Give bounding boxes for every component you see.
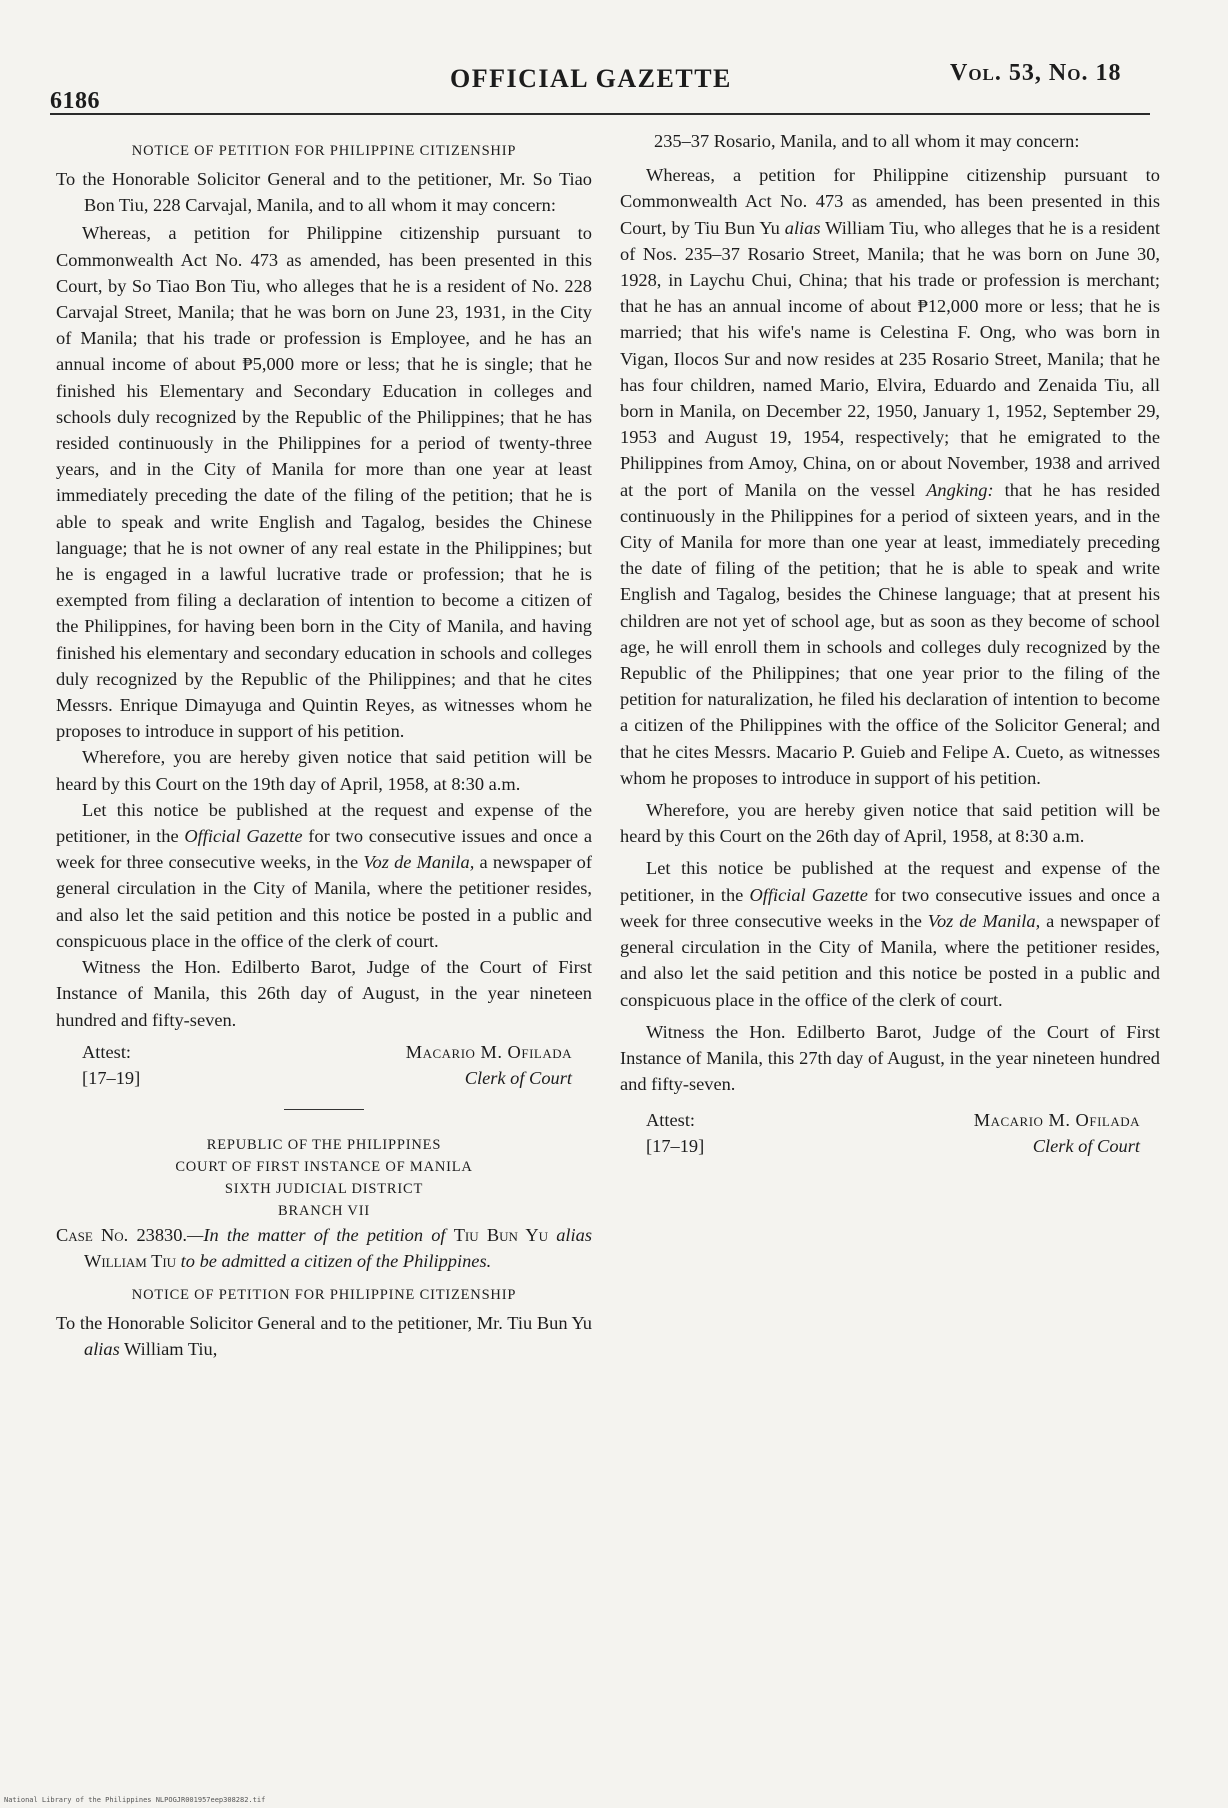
witness-paragraph-2: Witness the Hon. Edilberto Barot, Judge of the Court of First Instance of Manila, this 27th day of August, in the year nineteen hundred and fifty-seven.	[620, 1021, 1160, 1095]
notice-addressee: To the Honorable Solicitor General and to the petitioner, Mr. So Tiao Bon Tiu, 228 Carvajal, Manila, and to all whom it may concern:	[56, 169, 592, 216]
attest-label: Attest:	[82, 1041, 132, 1062]
header-rule	[50, 113, 1150, 115]
hearing-paragraph: Wherefore, you are hereby given notice that said petition will be heard by this Court on the 19th day of April, 1958, at 8:30 a.m.	[56, 747, 592, 794]
issue-reference-2: [17–19]	[646, 1136, 705, 1157]
case-title: Case No. 23830.—In the matter of the petition of Tiu Bun Yu alias William Tiu to be admitted a citizen of the Philippines.	[56, 1224, 592, 1271]
publication-paragraph-2: Let this notice be published at the request and expense of the petitioner, in the Official Gazette for two consecutive issues and once a week for three consecutive weeks in the Voz de Manila, a newspaper of general circulation in the City of Manila, where the petitioner resides, and also let the said petition and this notice be posted in a public and conspicuous place in the office of the clerk of court.	[620, 858, 1160, 1010]
clerk-title-2: Clerk of Court	[1032, 1136, 1140, 1157]
section-divider	[284, 1109, 364, 1110]
notice-heading: NOTICE OF PETITION FOR PHILIPPINE CITIZENSHIP	[131, 143, 517, 159]
right-column	[620, 128, 1160, 1159]
publication-title: OFFICIAL GAZETTE	[450, 64, 732, 93]
notice-heading-2: NOTICE OF PETITION FOR PHILIPPINE CITIZENSHIP	[131, 1287, 517, 1304]
attest-block-2	[620, 1107, 1160, 1159]
scan-source-footer: National Library of the Philippines NLPOGJR001957eep308282.tif	[4, 1796, 266, 1804]
left-column	[56, 140, 592, 1363]
clerk-name: Macario M. Ofilada	[405, 1041, 572, 1062]
court-heading: REPUBLIC OF THE PHILIPPINES COURT OF FIRST INSTANCE OF MANILA SIXTH JUDICIAL DISTRICT BRANCH VII	[175, 1136, 473, 1219]
attest-block	[56, 1039, 592, 1091]
clerk-name-2: Macario M. Ofilada	[973, 1110, 1140, 1131]
page-number: 6186	[50, 88, 100, 114]
issue-reference: [17–19]	[82, 1067, 141, 1088]
hearing-paragraph-2: Wherefore, you are hereby given notice that said petition will be heard by this Court on the 26th day of April, 1958, at 8:30 a.m.	[620, 800, 1160, 847]
attest-label-2: Attest:	[646, 1110, 696, 1131]
addressee-continued: 235–37 Rosario, Manila, and to all whom it may concern:	[654, 131, 1080, 151]
petition-paragraph: Whereas, a petition for Philippine citizenship pursuant to Commonwealth Act No. 473 as amended, has been presented in this Court, by So Tiao Bon Tiu, who alleges that he is a resident of No. 228 Carvajal Street, Manila; that he was born on June 23, 1931, in the City of Manila; that his trade or profession is Employee, and he has an annual income of about ₱5,000 more or less; that he is single; that he finished his Elementary and Secondary Education in colleges and schools duly recognized by the Republic of the Philippines; that he has resided continuously in the Philippines for a period of twenty-three years, and in the City of Manila for more than one year at least immediately preceding the date of the filing of the petition; that he is able to speak and write English and Tagalog, besides the Chinese language; that he is not owner of any real estate in the Philippines; but he is engaged in a lawful lucrative trade or profession; that he is exempted from filing a declaration of intention to become a citizen of the Philippines, for having been born in the City of Manila, and having finished his elementary and secondary education in schools and colleges duly recognized by the Republic of the Philippines; and that he cites Messrs. Enrique Dimayuga and Quintin Reyes, as witnesses whom he proposes to introduce in support of his petition.	[56, 223, 592, 742]
clerk-title: Clerk of Court	[464, 1067, 572, 1088]
volume-number: Vol. 53, No. 18	[950, 60, 1122, 86]
petition-paragraph-2: Whereas, a petition for Philippine citizenship pursuant to Commonwealth Act No. 473 as amended, has been presented in this Court, by Tiu Bun Yu alias William Tiu, who alleges that he is a resident of Nos. 235–37 Rosario Street, Manila; that he was born on June 30, 1928, in Laychu Chui, China; that his trade or profession is merchant; that he has an annual income of about ₱12,000 more or less; that he is married; that his wife's name is Celestina F. Ong, who was born in Vigan, Ilocos Sur and now resides at 235 Rosario Street, Manila; that he has four children, named Mario, Elvira, Eduardo and Zenaida Tiu, all born in Manila, on December 22, 1950, January 1, 1952, September 29, 1953 and August 19, 1954, respectively; that he emigrated to the Philippines from Amoy, China, on or about November, 1938 and arrived at the port of Manila on the vessel Angking: that he has resided continuously in the Philippines for a period of sixteen years, and in the City of Manila for more than one year at least, immediately preceding the date of filing of the petition; that he is able to speak and write English and Tagalog, besides the Chinese language; that at present his children are not yet of school age, but as soon as they become of school age, he will enroll them in schools and colleges duly recognized by the Republic of the Philippines; that one year prior to the filing of the petition for naturalization, he filed his declaration of intention to become a citizen of the Philippines with the office of the Solicitor General; and that he cites Messrs. Macario P. Guieb and Felipe A. Cueto, as witnesses whom he proposes to introduce in support of his petition.	[620, 165, 1160, 788]
publication-paragraph: Let this notice be published at the request and expense of the petitioner, in the Official Gazette for two consecutive issues and once a week for three consecutive weeks, in the Voz de Manila, a newspaper of general circulation in the City of Manila, where the petitioner resides, and also let the said petition and this notice be posted in a public and conspicuous place in the office of the clerk of court.	[56, 799, 592, 951]
notice-addressee-2: To the Honorable Solicitor General and to the petitioner, Mr. Tiu Bun Yu alias William Tiu,	[56, 1313, 592, 1360]
witness-paragraph: Witness the Hon. Edilberto Barot, Judge of the Court of First Instance of Manila, this 26th day of August, in the year nineteen hundred and fifty-seven.	[56, 957, 592, 1030]
